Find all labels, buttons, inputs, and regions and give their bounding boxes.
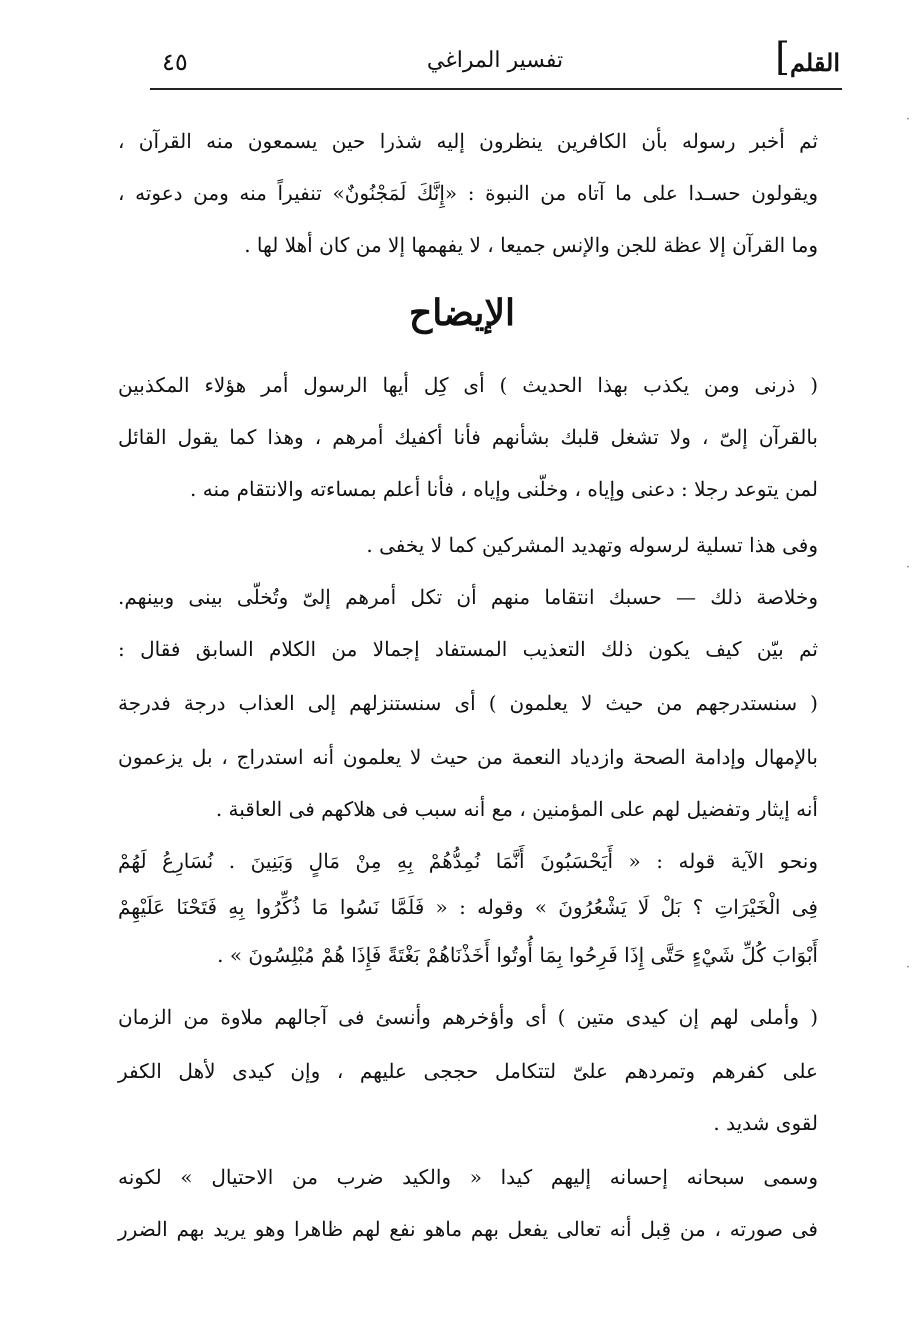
body-line: وسمى سبحانه إحسانه إليهم كيدا « والكيد ضرب من الاحتيال » لكونه	[118, 1165, 818, 1189]
scan-mark: ·	[906, 960, 910, 974]
body-line: على كفرهم وتمردهم علىّ لتتكامل حججى عليهم ، وإن كيدى لأهل الكفر	[118, 1059, 818, 1083]
body-line: أنه إيثار وتفضيل لهم على المؤمنين ، مع أنه سبب فى هلاكهم فى العاقبة .	[215, 797, 818, 821]
quran-quote-line: فِى الْخَيْرَاتِ ؟ بَلْ لَا يَشْعُرُونَ » وقوله : « فَلَمَّا نَسُوا مَا ذُكِّرُوا بِهِ فَتَحْنَا عَلَيْهِمْ	[118, 895, 818, 919]
body-line: بالإمهال وإدامة الصحة وازدياد النعمة من حيث لا يعلمون أنه استدراج ، بل يزعمون	[118, 745, 818, 769]
body-line: ( ذرنى ومن يكذب بهذا الحديث ) أى كِل أيها الرسول أمر هؤلاء المكذبين	[118, 373, 818, 397]
body-line: بالقرآن إلىّ ، ولا تشغل قلبك بشأنهم فأنا أكفيك أمرهم ، وهذا كما يقول القائل	[118, 425, 818, 449]
scan-mark: ·	[906, 560, 910, 574]
body-line: ( سنستدرجهم من حيث لا يعلمون ) أى سنستنزلهم إلى العذاب درجة فدرجة	[118, 691, 818, 715]
body-line: لقوى شديد .	[713, 1111, 818, 1135]
section-heading: الإيضاح	[409, 292, 515, 334]
intro-line: ويقولون حسـدا على ما آتاه من النبوة : «إِنَّكَ لَمَجْنُونٌ» تنفيراً منه ومن دعوته ،	[118, 181, 818, 205]
body-line: فى صورته ، من قِبل أنه تعالى يفعل بهم ماهو نفع لهم ظاهرا وهو يريد بهم الضرر	[118, 1217, 818, 1241]
scan-mark: ·	[906, 112, 910, 126]
body-line: لمن يتوعد رجلا : دعنى وإياه ، وخلّنى وإياه ، فأنا أعلم بمساءته والانتقام منه .	[190, 477, 818, 501]
book-title: تفسير المراغي	[426, 48, 564, 73]
body-line: وخلاصة ذلك — حسبك انتقاما منهم أن تكل أمرهم إلىّ وتُخلّى بينى وبينهم.	[118, 585, 818, 609]
body-line: ثم بيّن كيف يكون ذلك التعذيب المستفاد إجمالا من الكلام السابق فقال :	[118, 637, 818, 661]
header-divider	[150, 88, 842, 90]
body-line: وفى هذا تسلية لرسوله وتهديد المشركين كما لا يخفى .	[366, 533, 818, 557]
quran-quote-line: ونحو الآية قوله : « أَيَحْسَبُونَ أَنَّمَا نُمِدُّهُمْ بِهِ مِنْ مَالٍ وَبَنِينَ . نُسَارِعُ لَهُمْ	[118, 849, 818, 873]
quran-quote-line: أَبْوَابَ كُلِّ شَيْءٍ حَتَّى إِذَا فَرِحُوا بِمَا أُوتُوا أَخَذْنَاهُمْ بَغْتَةً فَإِذَا هُمْ مُبْلِسُونَ » .	[217, 943, 818, 967]
intro-line: وما القرآن إلا عظة للجن والإنس جميعا ، لا يفهمها إلا من كان أهلا لها .	[244, 233, 818, 257]
page-number: ٤٥	[162, 48, 188, 76]
header-bracket: ]	[775, 35, 790, 79]
intro-line: ثم أخبر رسوله بأن الكافرين ينظرون إليه شذرا حين يسمعون منه القرآن ،	[118, 129, 818, 153]
surah-name: القلم	[789, 48, 840, 77]
body-line: ( وأملى لهم إن كيدى متين ) أى وأؤخرهم وأنسئ فى آجالهم ملاوة من الزمان	[118, 1005, 818, 1029]
running-header	[150, 35, 840, 88]
